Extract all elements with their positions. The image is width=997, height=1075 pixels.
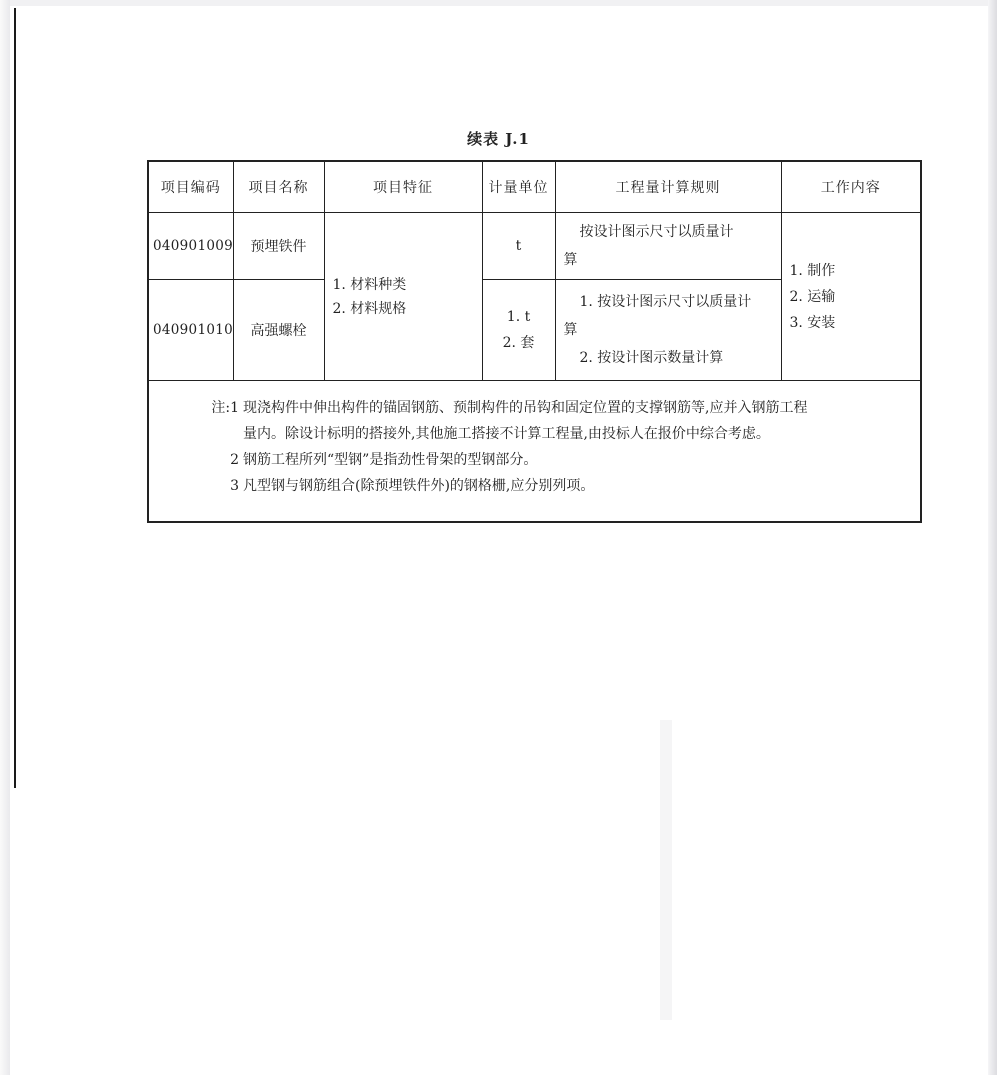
specification-table (147, 160, 922, 523)
feature-line: 1. 材料种类 (332, 276, 407, 293)
work-line: 3. 安装 (789, 314, 836, 331)
note-1 (149, 395, 910, 421)
item-work-content (781, 213, 921, 381)
feature-line: 2. 材料规格 (332, 300, 407, 317)
work-line: 1. 制作 (789, 262, 836, 279)
scan-left-edge (0, 0, 10, 1075)
item-features (324, 213, 482, 381)
note-1-continuation: 量内。除设计标明的搭接外,其他施工搭接不计算工程量,由投标人在报价中综合考虑。 (243, 426, 770, 442)
table-title: 续表 J.1 (467, 130, 530, 148)
item-code: 040901009 (148, 213, 233, 280)
header-rule: 工程量计算规则 (555, 161, 781, 213)
scan-artifact (660, 720, 672, 1020)
header-features: 项目特征 (324, 161, 482, 213)
rule-line: 1. 按设计图示尺寸以质量计 (579, 294, 752, 310)
note-number: 3 (230, 478, 239, 494)
item-unit: t (482, 213, 555, 280)
unit-line: 1. t (506, 309, 531, 325)
header-code: 项目编码 (148, 161, 233, 213)
rule-line: 按设计图示尺寸以质量计 (579, 224, 734, 240)
header-work: 工作内容 (781, 161, 921, 213)
header-unit: 计量单位 (482, 161, 555, 213)
item-rule (555, 280, 781, 381)
item-code: 040901010 (148, 280, 233, 381)
notes-row (148, 381, 921, 523)
note-label: 注:1 (211, 400, 239, 416)
note-text: 钢筋工程所列“型钢”是指劲性骨架的型钢部分。 (243, 452, 538, 468)
unit-line: 2. 套 (502, 335, 535, 351)
note-2 (149, 447, 910, 473)
item-name: 高强螺栓 (233, 280, 324, 381)
note-3 (149, 473, 910, 499)
rule-line: 算 (563, 252, 578, 268)
item-name: 预埋铁件 (233, 213, 324, 280)
item-rule (555, 213, 781, 280)
note-number: 2 (230, 452, 239, 468)
scan-right-edge (988, 0, 997, 1075)
item-unit (482, 280, 555, 381)
rule-line: 2. 按设计图示数量计算 (579, 350, 724, 366)
table-row (148, 213, 921, 280)
rule-line: 算 (563, 322, 578, 338)
table-header-row (148, 161, 921, 213)
notes-cell (148, 381, 921, 523)
header-name: 项目名称 (233, 161, 324, 213)
binding-shadow-line (14, 8, 16, 788)
work-line: 2. 运输 (789, 288, 836, 305)
note-text: 现浇构件中伸出构件的锚固钢筋、预制构件的吊钩和固定位置的支撑钢筋等,应并入钢筋工程 (243, 400, 808, 416)
note-text: 凡型钢与钢筋组合(除预埋铁件外)的钢格栅,应分别列项。 (243, 478, 595, 494)
